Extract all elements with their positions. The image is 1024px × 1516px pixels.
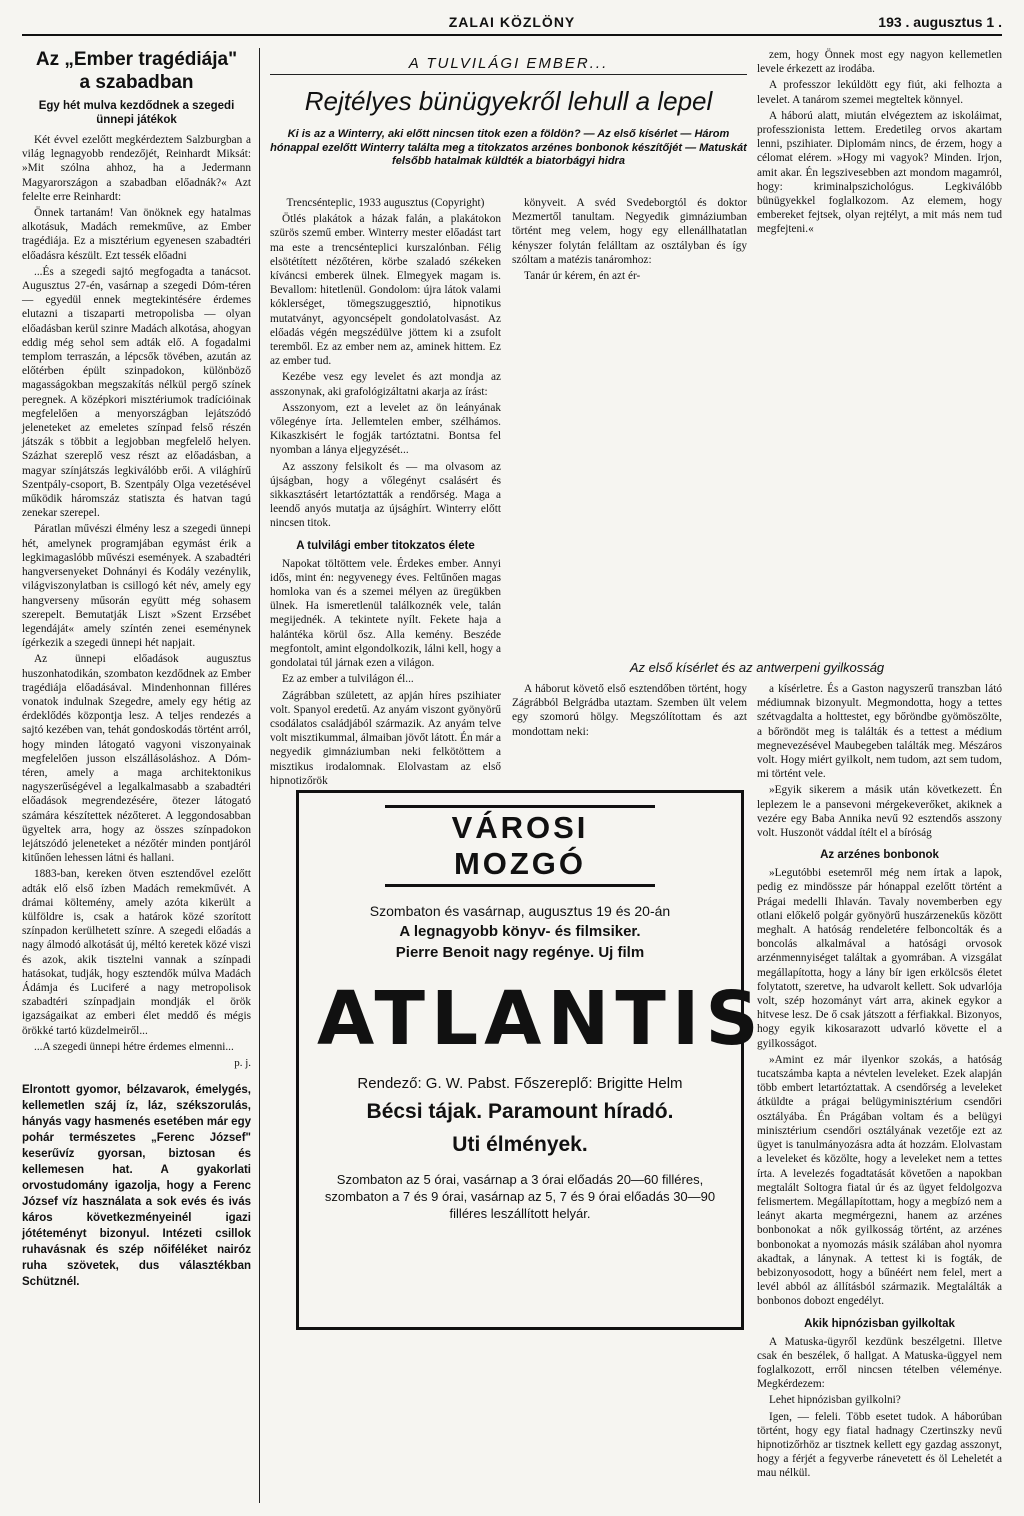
paragraph: A Matuska-ügyről kezdünk beszélgetni. Illetve csak én beszélek, ő hallgat. A Matuska-üggyel nem foglalkozott, erről nincsen tételben véleménye. Megkérdezem: xyxy=(757,1335,1002,1391)
article-subtitle: Egy hét mulva kezdődnek a szegedi ünnepi játékok xyxy=(38,100,235,126)
supporting-program: Uti élmények. xyxy=(452,1133,588,1156)
screening-dates: Szombaton és vasárnap, augusztus 19 és 20-án xyxy=(369,903,671,919)
article-title-line-1: Az „Ember tragédiája" xyxy=(35,49,238,70)
paragraph: Lehet hipnózisban gyilkolni? xyxy=(769,1394,901,1407)
paragraph: zem, hogy Önnek most egy nagyon kellemetlen levele érkezett az irodába. xyxy=(757,49,1002,76)
article-signature: p. j. xyxy=(234,1057,251,1069)
feature-column-2 xyxy=(270,196,501,787)
article-ember-tragedia xyxy=(22,48,260,1503)
masthead xyxy=(22,14,1002,36)
paragraph: ...A szegedi ünnepi hétre érdemes elmenni... xyxy=(34,1040,234,1053)
paragraph: »Egyik sikerem a másik után következett. Én leplezem le a pansevoni mérgekeverőket, akiknek a vezére egy Baba Annika nevű 92 esztendős asszony volt. Huszonöt váddal ítélt el a bíróság xyxy=(757,784,1002,840)
paragraph: Ötlés plakátok a házak falán, a plakátokon szürös szemű ember. Winterry mester előadást tart ma este a trencsénteplici kurszalónban. Félig elsötétített nézőtéren, körbe szaladó székeken kíváncsi emberek ülnek. Elmegyek magam is. Bevallom: hitetlenül. Gondolom: újra látok valami kóklerséget, tömegszuggesztió, hipnotikus mutatványt, agyoncsépelt gondolatolvasást. Az előadás végén megszédülve jöttem ki a zsufolt teremből. Ez az ember nem az, aminek hittem. Ez az ember tud. xyxy=(270,213,501,368)
paragraph: a kísérletre. És a Gaston nagyszerű transzban látó médiumnak bizonyult. Megmondotta, hogy a tettes szétvagdalta a holttestet, egy bőröndbe gyömöszölte, a bőröndöt meg is találták és a tettest a médium megnevezésével Maubegeben találták meg. Mészáros volt. Hogy miért gyilkolt, nem tudom, azt sem tudom, mi történt vele. xyxy=(757,683,1002,781)
ticket-schedule: Szombaton az 5 órai, vasárnap a 3 órai előadás 20—60 filléres, szombaton a 7 és 9 órai, vasárnap az 5, 7 és 9 órai előadás 30—90 filléres leszállított helyár. xyxy=(324,1172,716,1221)
feature-headline: Rejtélyes bünügyekről lehull a lepel xyxy=(304,86,713,116)
paragraph: ...És a szegedi sajtó megfogadta a tanácsot. Augusztus 27-én, vasárnap a szegedi Dóm-téren — egyedül ennek megtekintésére érdemes elutazni a tiszaparti metropolisba — olyan előadásban kerül szinre Madách alkotása, ahogyan eddig még sehol sem adták elő. A fogadalmi templom terraszán, a lépcsők tövében, azután az előtérben épült szinpadokon, különböző magasságokban megszakítás nélkül pergő színek peregnek. A középkori misztériumok tradícióinak megfelelően a menyországban lejátszódó jeleneteket az emeletes színpad felső részén játszák s többit a legjobban megfelelő helyen. Százhat szereplő vesz részt az előadásban, a magyar színjátszás legkiválóbb erői. A világhírű Szentpály-csoport, B. Szentpály Olga vezetésével működik háromszáz statiszta és hatvan tagú zenekar szerepel. xyxy=(22,265,251,520)
ad-tagline: A legnagyobb könyv- és filmsiker. xyxy=(399,923,641,940)
paragraph: A háborut követő első esztendőben történt, hogy Zágrábból Belgrádba utaztam. Szemben ült velem egy szomorú hölgy. Megszólítottam és azt mondottam neki: xyxy=(512,683,747,738)
section-spanner-heading: Az első kísérlet és az antwerpeni gyilkosság xyxy=(629,660,885,675)
paragraph: Zágrábban született, az apján híres pszihiater volt. Spanyol eredetű. Az anyám viszont gyönyörű csodálatos családjából származik. Az anyám telve volt misztikummal, álmaiban jövőt látott. Én már a negyedik gimnáziumban neki felkötöttem a misztikus irodalomnak. Elolvastam az első hipnotizőrök xyxy=(270,689,501,787)
issue-date: 193 . augusztus 1 . xyxy=(878,14,1002,30)
paragraph: A háború alatt, miután elvégeztem az iskoláimat, professzionista lettem. Eredetileg orvos akartam lenni, pszihiater. Diplomám nincs, de érzem, hogy a célomat elérem. »Hogy mi vagyok? Minden. Irjon, amit akar. Én legszivesebben azt mondom magamról, hogy: kriminalpszichológus. Legkiválóbb bünügyekkel foglalkozom. Az elemem, hogy embereket fejtsek, olyan rejtélyt, a mit más nem tud megfejteni.« xyxy=(757,109,1002,236)
newspaper-title: ZALAI KÖZLÖNY xyxy=(448,14,576,30)
paragraph: Kezébe vesz egy levelet és azt mondja az asszonynak, aki grafológizáltatni akarja az írást: xyxy=(270,371,501,398)
feature-column-3-bottom xyxy=(512,682,747,782)
paragraph: Tanár úr kérem, én azt ér- xyxy=(524,270,641,283)
film-credits: Rendező: G. W. Pabst. Főszereplő: Brigitte Helm xyxy=(357,1075,683,1092)
paragraph: »Amint ez már ilyenkor szokás, a hatóság tucatszámba kapta a névtelen leveleket. Ezek alapján több embert letartóztattak. A csendőrség a leveleket átküldte a prágai belügyminisztérium csendőri osztályába. Én Prágában voltam és a belügyi minisztérium csendőri osztályának vezetője ezt az ügyet is tanulmányozásra adta át hozzám. Elolvastam a leveleket és közölte, hogy a leveleket nem a tettes írta. A levelezés fogadtatását követően a napokban megtalált Soltogra fiatal úr és az ügyet feldolgozva felismertem. Megállapítottam, hogy a megbízó nem a leányt akarta megmérgezni, hanem az arzénes bonbonokat a nők gyilkosság történt, az arzénes bonbonokat a nyomozás másik szálában ahol nyomra akadtak, a lánynak. A tettest ki is fogták, de bebizonyosodott, hogy a bűnéért nem felel, mert a levél abból az állításból származik. Megtalálták a bonbonos dobozt engedélyt. xyxy=(757,1053,1002,1308)
cinema-advertisement xyxy=(296,790,765,1330)
paragraph: Önnek tartanám! Van önöknek egy hatalmas alkotásuk, Madách remekműve, az Ember tragédiája. Ez a misztérium egyenesen szabadtéri előadásra készült. Ezt tessék előadni xyxy=(22,207,251,262)
section-heading: Akik hipnózisban gyilkoltak xyxy=(804,1317,955,1330)
feature-column-4-top xyxy=(757,48,1002,653)
section-heading: Az arzénes bonbonok xyxy=(820,849,939,862)
ad-tagline: Pierre Benoit nagy regénye. Uj film xyxy=(395,944,645,961)
paragraph: »Legutóbbi esetemről még nem írtak a lapok, pedig ez mindössze pár hónappal ezelőtt történt a Prágai medelli Ihlaván. Tavaly novemberben egy otlani előkelő polgár gyönyörű huszárzenekűs között meghalt. A hatóság rendeletére felboncolták és a boncolás alkalmával a hatósági orvosok arzénmennyiséget találtak a gyomrában. A vizsgálat megállapította, hogy a lány bír igen erkölcsös életet folytatott, szeretve, ha udvarolt kellett. Sok udvarlója volt, szép hozományt várt arra, akinek egykor a hitvese lesz. De ő csak játszott a férfiakkal. Bizonyos, hogy egyik kikosarazott udvarló követte el a gyilkosságot. xyxy=(757,867,1002,1050)
ferenc-jozsef-advert: Elrontott gyomor, bélzavarok, émelygés, kellemetlen száj íz, láz, székszorulás, hányás vagy hasmenés esetében már egy pohár természetes „Ferenc József" keserűvíz gyorsan, biztosan és kellemesen hat. A gyakorlati orvostudomány igazolja, hogy a Ferenc József víz használata a sok evés és ivás káros következményeinél igazi jótéteményt bizonyul. Intézeti csillok ruhavásnak és szép nőiféléket nairóz ruha szövetek, dus választékban Schütznél. xyxy=(22,1084,251,1289)
supporting-program: Bécsi tájak. Paramount híradó. xyxy=(366,1100,674,1123)
article-title-line-2: a szabadban xyxy=(79,72,194,93)
feature-column-4-bottom xyxy=(757,682,1002,1480)
paragraph: könyveit. A svéd Svedeborgtól és doktor Mezmertől tanultam. Negyedik gimnáziumban történt meg velem, hogy egy ellenállhatatlan kényszer folytán felálltam az osztályban és így szóltam a matézis tanáromhoz: xyxy=(512,197,747,266)
paragraph: Ez az ember a tulvilágon él... xyxy=(282,673,414,686)
paragraph: Napokat töltöttem vele. Érdekes ember. Annyi idős, mint én: negyvenegy éves. Feltűnően magas homloka van és a szemei mélyen az üregükben ülnek. Ha ismeretlenül találkoznék vele, talán megijednék. A tekintete nyílt. Fekete haja a halántéka körül ősz. Alla kemény. Beszéde megfontolt, amint elgondolkozik, lálni kell, hogy a gondolatai túl járnak ezen a világon. xyxy=(270,557,501,670)
section-heading: A tulvilági ember titokzatos élete xyxy=(296,539,475,552)
paragraph: Asszonyom, ezt a levelet az ön leányának vőlegénye írta. Jellemtelen ember, szélhámos. Kikaszkisért le fogják tartóztatni. Bontsa fel nyomban a lánya eljegyzését... xyxy=(270,401,501,457)
paragraph: Páratlan művészi élmény lesz a szegedi ünnepi hét, amelynek programjában egymást érik a legkimagaslóbb művészi események. A szabadtéri hangversenyeket Dohnányi és Kodály vezénylik, világviszonylatban is csillogó két név, amely egy hangverseny műsorán együtt még sohasem szerepelt. Bemutatják Liszt »Szent Erzsébet legendáját« amely színtén zenei eseménynek ígérkezik a szegedi ünnepi hét napjait. xyxy=(22,523,251,650)
paragraph: Az asszony felsikolt és — ma olvasom az újságban, hogy a vőlegényt csalásért és sikkasztásért letartóztatták a rendőrség. Maga a leendő anyós mutatja az újsághírt. Winterry előtt nincsen titok. xyxy=(270,460,501,530)
paragraph: Az ünnepi előadások augusztus huszonhatodikán, szombaton kezdődnek az Ember tragédiája előadásával. Mindenhonnan filléres vonatok indulnak Szegedre, amely egy hétig az érdeklődés központja lesz. A teljes rendezés a sajtó kezében van, tehát gondoskodás történt arról, hogy minden látogató vagyoni viszonyainak megfelelően jusson elszállásoláshoz. A Dóm-téren, amely a maga architektonikus nagyszerűségével a legalkalmasabb a szabadtéri előadások megrendezésére, ötezer látogató számára készítettek nézőteret. A leggondosabban ügyeltek arra, hogy az összes színpadokon lejátszódó jeleneteket a nézőtér minden pontjáról kitűnően lehessen látni és hallani. xyxy=(22,653,252,865)
paragraph: Igen, — feleli. Több esetet tudok. A háborúban történt, hogy egy fiatal hadnagy Czertinszky nevű hipnotizőrhöz ar tisztnek kellett egy gazdag asszonyt, hogy a férjét a fegyverbe ránevetett és öl Leheletét a mau nélkül. xyxy=(757,1410,1002,1480)
film-title: ATLANTIS xyxy=(317,976,765,1062)
cinema-name: VÁROSI MOZGÓ xyxy=(385,805,655,887)
feature-deck: Ki is az a Winterry, aki előtt nincsen titok ezen a földön? — Az első kísérlet — Három hónappal ezelőtt Winterry találta meg a titokzatos arzénes bonbonok készítőjét — Matuskát felsőbb hatalmak küldték a biatorbágyi hidra xyxy=(270,128,747,167)
paragraph: Trencsénteplic, 1933 augusztus (Copyright) xyxy=(286,197,485,209)
paragraph: 1883-ban, kereken ötven esztendővel ezelőtt adták elő első ízben Madách remekművét. A drámai költemény, amely azóta kikerült a külföldre is, csak a határok közé szorított színpadon kerülhetett színre. A szegedi előadás a nagy álmodó alkotását új, méltó keretek közé viszi és azok, akik tisztelni vannak a színpadi hatásokat, tudják, hogy esztendők múlva Madách Ádámja és Luciferé a nagy metropolisok szabadtéri színpadjain mondják el örök igazságaikat az emberi élet meddő és mégis örökké tartó küzdelmeiről... xyxy=(22,868,252,1037)
paragraph: A professzor lekúldött egy fiút, aki felhozta a levelet. A tanárom szemei megteltek könnyel. xyxy=(757,79,1002,106)
paragraph: Két évvel ezelőtt megkérdeztem Salzburgban a világ legnagyobb rendezőjét, Reinhardt Miksát: »Mit szólna ahhoz, ha a Jedermann Magyarországon a szabadban előadnák?« Azt felelte erre Reinhardt: xyxy=(22,134,251,203)
feature-column-3-top xyxy=(512,196,747,311)
feature-kicker: A TULVILÁGI EMBER... xyxy=(270,55,747,75)
